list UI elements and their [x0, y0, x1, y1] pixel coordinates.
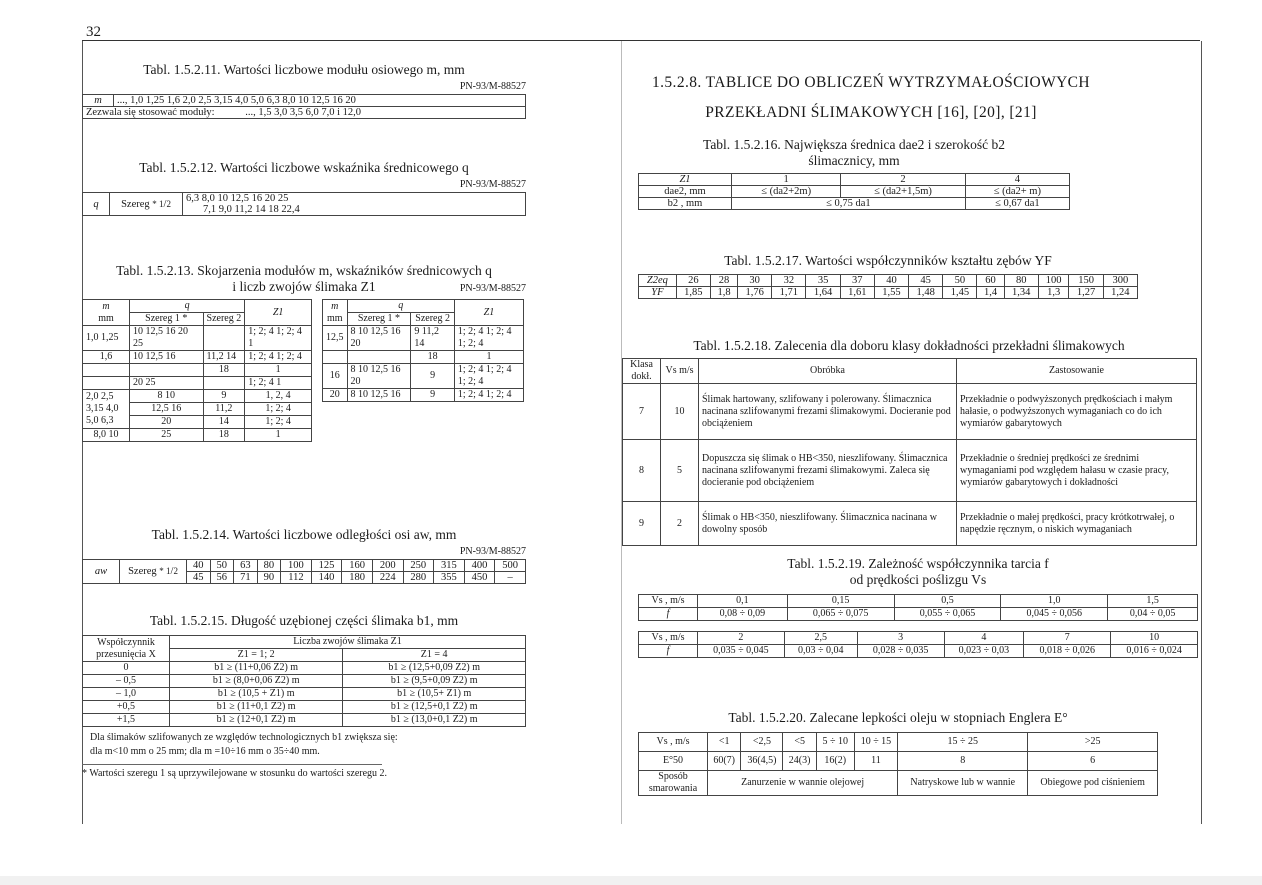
table-row: 2,0 2,5 3,15 4,0 5,0 6,3 8 10 9 1, 2, 4: [83, 390, 312, 403]
friction-table-a: Vs , m/s 0,1 0,15 0,5 1,0 1,5 f 0,08 ÷ 0,09 0,065 ÷ 0,075 0,055 ÷ 0,065 0,045 ÷ 0,056 0,04 ÷ 0,05: [638, 594, 1198, 621]
section-title-line1: 1.5.2.8. TABLICE DO OBLICZEŃ WYTRZYMAŁOŚCIOWYCH: [651, 74, 1091, 91]
header-coefficient: Współczynnik przesunięcia X: [83, 636, 170, 662]
scan-edge: [0, 876, 1262, 885]
table-row: 16 8 10 12,5 16 20 9 1; 2; 4 1; 2; 4 1; 2; 4: [323, 364, 524, 389]
table-row: 12,5 16 11,2 1; 2; 4: [83, 403, 312, 416]
header-z4: Z1 = 4: [343, 649, 526, 662]
friction-table-b: Vs , m/s 2 2,5 3 4 7 10 f 0,035 ÷ 0,045 0,03 ÷ 0,04 0,028 ÷ 0,035 0,023 ÷ 0,03 0,018 ÷ 0,026 0,016 ÷ 0,024: [638, 631, 1198, 658]
table-caption-line2: ślimacznicy, mm: [808, 153, 900, 168]
header-z1: Z1: [245, 300, 312, 326]
table-row: – 1,0 b1 ≥ (10,5 + Z1) m b1 ≥ (10,5+ Z1) m: [83, 688, 526, 701]
standard-ref: PN-93/M-88527: [459, 81, 526, 92]
section-title-line2: PRZEKŁADNI ŚLIMAKOWYCH [16], [20], [21]: [705, 104, 1037, 121]
table-caption: Tabl. 1.5.2.11. Wartości liczbowe modułu osiowego m, mm: [143, 62, 465, 77]
combination-table-left: [82, 299, 312, 442]
table-row: 12,5 8 10 12,5 16 20 9 11,2 14 1; 2; 4 1; 2; 4 1; 2; 4: [323, 326, 524, 351]
q-table: [82, 192, 526, 216]
table-caption-line1: Tabl. 1.5.2.19. Zależność współczynnika tarcia f: [787, 556, 1049, 571]
yf-table: Z2eq 26 28 30 32 35 37 40 45 50 60 80 100 150 300 YF 1,85 1,8 1,76 1,71 1,64 1,61 1,55 1,48 1,45 1,4 1,34 1,3 1,27 1,24: [638, 274, 1138, 299]
m-values: ..., 1,0 1,25 1,6 2,0 2,5 3,15 4,0 5,0 6,3 8,0 10 12,5 16 20: [114, 95, 526, 107]
table-row: 1,6 10 12,5 16 11,2 14 1; 2; 4 1; 2; 4: [83, 351, 312, 364]
header-series-2: Szereg 2: [203, 313, 245, 326]
viscosity-table: Vs , m/s <1 <2,5 <5 5 ÷ 10 10 ÷ 15 15 ÷ 25 >25 E°50 60(7) 36(4,5) 24(3) 16(2) 11 8 6 Sposób smarowania Zanurzenie w wannie olejowej Natryskowe lub w wannie Obiegowe pod ciśnieniem: [638, 732, 1158, 796]
table-row: 1,0 1,25 10 12,5 16 20 25 1; 2; 4 1; 2; 4 1: [83, 326, 312, 351]
table-caption-line2: i liczb zwojów ślimaka Z1: [232, 279, 376, 294]
table-row: – 0,5 b1 ≥ (8,0+0,06 Z2) m b1 ≥ (9,5+0,09 Z2) m: [83, 675, 526, 688]
table-row: 20 25 1; 2; 4 1: [83, 377, 312, 390]
q-series-2: 7,1 9,0 11,2 14 18 22,4: [183, 204, 526, 216]
header-series-2: Szereg 2: [411, 313, 454, 326]
b1-table: [82, 635, 526, 727]
header-q: q: [130, 300, 245, 313]
aw-table: aw Szereg * 1/2 40 50 63 80 100 125 160 200 250 315 400 500 45 56 71 90 112 140 180 224 280 355 450 –: [82, 559, 526, 584]
table-row: 0 b1 ≥ (11+0,06 Z2) m b1 ≥ (12,5+0,09 Z2) m: [83, 662, 526, 675]
table-caption: Tabl. 1.5.2.14. Wartości liczbowe odległości osi aw, mm: [151, 527, 457, 542]
table-caption: Tabl. 1.5.2.17. Wartości współczynników kształtu zębów YF: [724, 253, 1052, 268]
table-1-5-2-12: [82, 160, 526, 216]
header-z12: Z1 = 1; 2: [170, 649, 343, 662]
standard-ref: PN-93/M-88527: [459, 179, 526, 190]
header-m: m mm: [83, 300, 130, 326]
allowed-label: Zezwala się stosować moduły:: [86, 107, 215, 118]
table-1-5-2-14: [82, 527, 526, 584]
table-1-5-2-18: [622, 338, 1196, 546]
note-line-2: dla m<10 mm o 25 mm; dla m =10÷16 mm o 35÷40 mm.: [90, 746, 320, 757]
table-1-5-2-16: [638, 137, 1070, 210]
header-m: m mm: [323, 300, 348, 326]
standard-ref: PN-93/M-88527: [459, 283, 526, 294]
aw-label: aw: [83, 560, 120, 584]
series-label: Szereg * 1/2: [110, 193, 183, 216]
combination-table-right: [322, 299, 524, 402]
table-row: 8 5 Dopuszcza się ślimak o HB<350, nieszlifowany. Ślimacznica nacinana szlifowanymi frezami ślimakowymi. Zaleca się docieranie pod obciążeniem Przekładnie o średniej prędkości ze średnimi wymaganiami pod względem hałasu w czasie pracy, wymiarów gabarytowych i dokładności: [623, 440, 1197, 502]
table-row: 9 2 Ślimak o HB<350, nieszlifowany. Ślimacznica nacinana w dowolny sposób Przekładnie o małej prędkości, pracy krótkotrwałej, o napędzie ręcznym, o niskich wymaganiach: [623, 502, 1197, 546]
m-label: m: [83, 95, 114, 107]
table-1-5-2-15: [82, 613, 526, 781]
standard-ref: PN-93/M-88527: [459, 546, 526, 557]
table-1-5-2-11: [82, 62, 526, 119]
page-number: 32: [86, 24, 101, 40]
table-1-5-2-19: [638, 556, 1198, 658]
table-row: 7 10 Ślimak hartowany, szlifowany i polerowany. Ślimacznica nacinana szlifowanymi frezami ślimakowymi. Docieranie pod obciążeniem Przekładnie o podwyższonych prędkościach i małym hałasie, o podwyższonych wymaganiach co do ich wymiarów gabarytowych: [623, 384, 1197, 440]
accuracy-class-table: Klasa dokł. Vs m/s Obróbka Zastosowanie 7 10 Ślimak hartowany, szlifowany i polerowany. Ślimacznica nacinana szlifowanymi frezami ślimakowymi. Docieranie pod obciążeniem Przekładnie o podwyższonych prędkościach i małym hałasie, o podwyższonych wymaganiach co do ich wymiarów gabarytowych 8 5 Dopuszcza się ślimak o HB<350, nieszlifowany. Ślimacznica nacinana szlifowanymi frezami ślimakowymi. Zaleca się docieranie pod obciążeniem Przekładnie o średniej prędkości ze średnimi wymaganiami pod względem hałasu w czasie pracy, wymiarów gabarytowych i dokładności 9 2 Ślimak o HB<350, nieszlifowany. Ślimacznica nacinana w dowolny sposób Przekładnie o małej prędkości, pracy krótkotrwałej, o napędzie ręcznym, o niskich wymaganiach: [622, 358, 1197, 546]
table-row: 8,0 10 25 18 1: [83, 429, 312, 442]
module-table: [82, 94, 526, 119]
dae2-table: Z1 1 2 4 dae2, mm ≤ (da2+2m) ≤ (da2+1,5m) ≤ (da2+ m) b2 , mm ≤ 0,75 da1 ≤ 0,67 da1: [638, 173, 1070, 210]
q-series-1: 6,3 8,0 10 12,5 16 20 25: [183, 193, 526, 205]
note-line-1: Dla ślimaków szlifowanych ze względów technologicznych b1 zwiększa się:: [90, 732, 398, 743]
table-row: 18 1: [323, 351, 524, 364]
allowed-modules-row: [83, 107, 526, 119]
table-1-5-2-13: [82, 263, 526, 442]
header-z1: Z1: [454, 300, 523, 326]
table-row: 18 1: [83, 364, 312, 377]
table-caption-line1: Tabl. 1.5.2.13. Skojarzenia modułów m, wskaźników średnicowych q: [116, 263, 492, 278]
table-caption: Tabl. 1.5.2.12. Wartości liczbowe wskaźnika średnicowego q: [139, 160, 469, 175]
section-title: [636, 68, 1106, 128]
header-z1: Liczba zwojów ślimaka Z1: [170, 636, 526, 649]
allowed-values: ..., 1,5 3,0 3,5 6,0 7,0 i 12,0: [245, 107, 362, 118]
table-caption: Tabl. 1.5.2.18. Zalecenia dla doboru klasy dokładności przekładni ślimakowych: [693, 338, 1125, 353]
series-label: Szereg * 1/2: [120, 560, 187, 584]
footnote: * Wartości szeregu 1 są uprzywilejowane w stosunku do wartości szeregu 2.: [82, 768, 388, 779]
table-caption-line2: od prędkości poślizgu Vs: [849, 572, 987, 587]
header-series-1: Szereg 1 *: [130, 313, 204, 326]
table-row: 20 14 1; 2; 4: [83, 416, 312, 429]
header-series-1: Szereg 1 *: [347, 313, 411, 326]
table-1-5-2-20: [638, 710, 1158, 796]
table-row: +1,5 b1 ≥ (12+0,1 Z2) m b1 ≥ (13,0+0,1 Z2) m: [83, 714, 526, 727]
q-label: q: [83, 193, 110, 216]
header-q: q: [347, 300, 454, 313]
table-row: 20 8 10 12,5 16 9 1; 2; 4 1; 2; 4: [323, 389, 524, 402]
table-caption: Tabl. 1.5.2.20. Zalecane lepkości oleju w stopniach Englera E°: [728, 710, 1068, 725]
table-row: +0,5 b1 ≥ (11+0,1 Z2) m b1 ≥ (12,5+0,1 Z2) m: [83, 701, 526, 714]
table-1-5-2-17: [638, 253, 1138, 299]
table-caption-line1: Tabl. 1.5.2.16. Największa średnica dae2 i szerokość b2: [703, 137, 1005, 152]
table-caption: Tabl. 1.5.2.15. Długość uzębionej części ślimaka b1, mm: [149, 613, 459, 628]
